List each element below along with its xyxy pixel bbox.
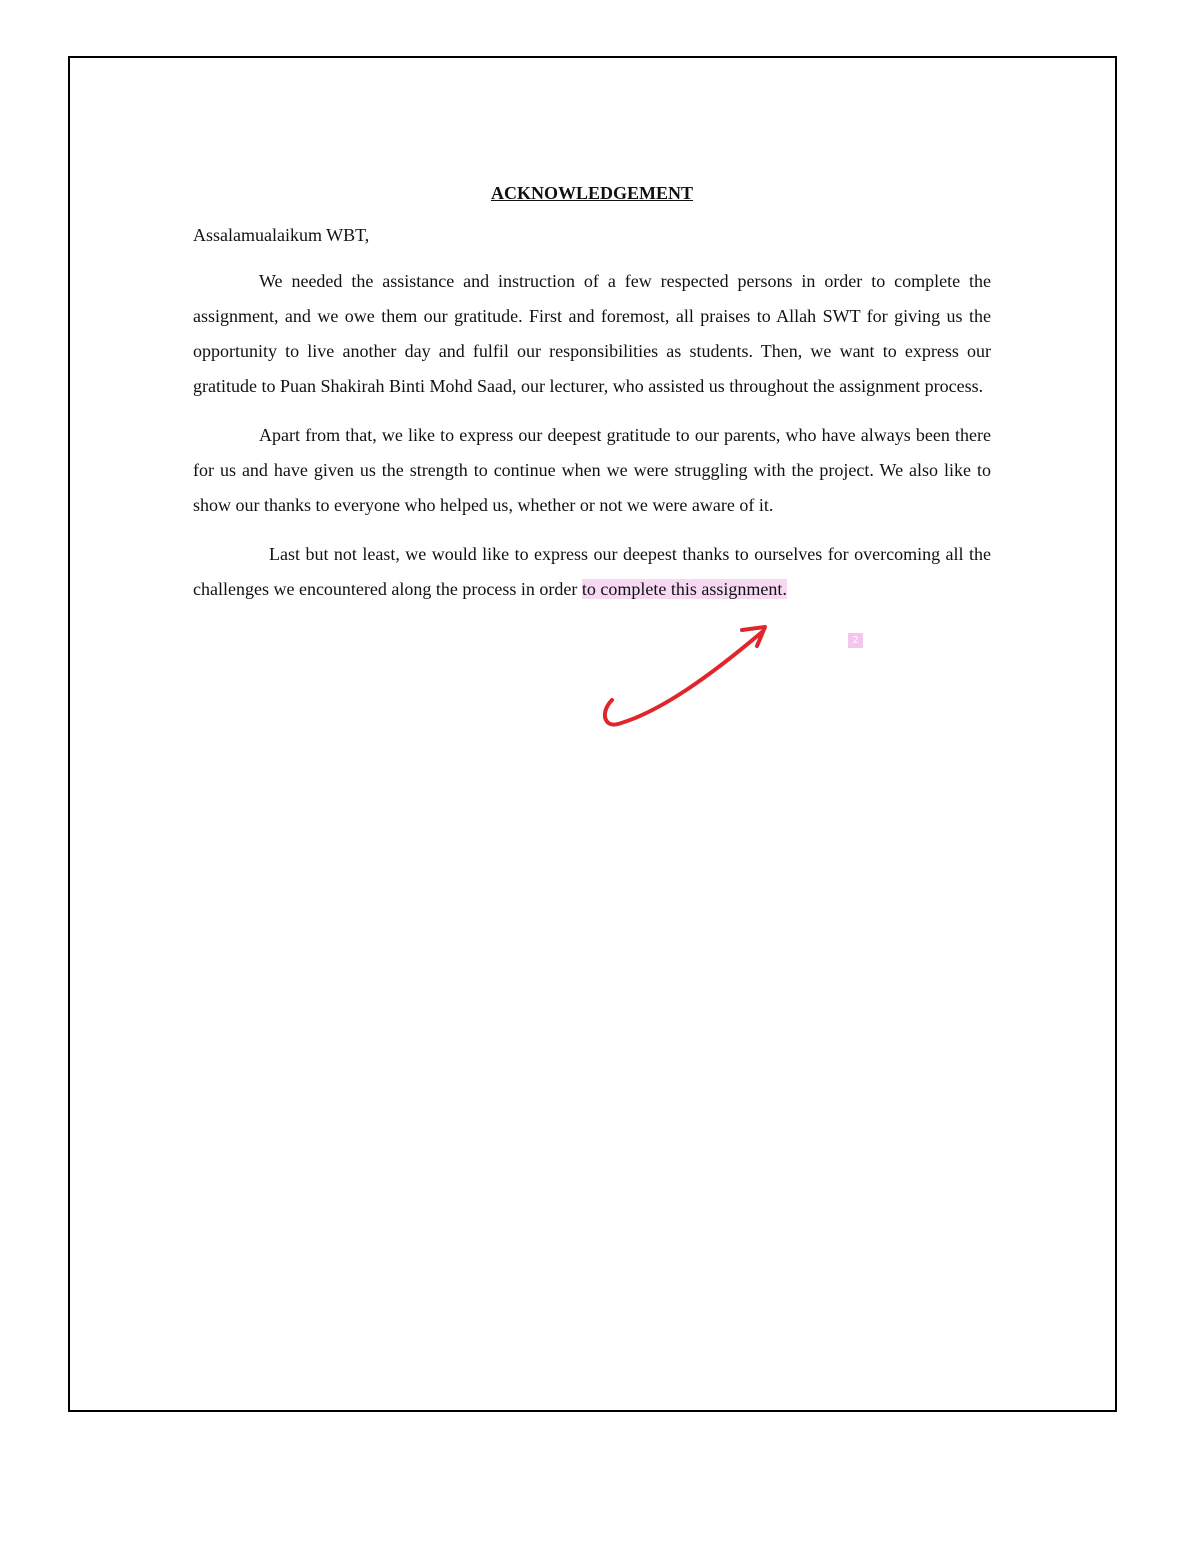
document-title: ACKNOWLEDGEMENT xyxy=(490,183,694,203)
paragraph-3 xyxy=(193,537,991,607)
paragraph-3-text: Last but not least, we would like to express our deepest thanks to ourselves for overcoming all the challenges we encountered along the process in order xyxy=(193,544,991,599)
comment-marker-icon[interactable]: 2 xyxy=(848,633,863,648)
highlighted-text[interactable]: to complete this assignment. xyxy=(581,579,787,599)
paragraph-2: Apart from that, we like to express our deepest gratitude to our parents, who have always been there for us and have given us the strength to continue when we were struggling with the project. We also like to show our thanks to everyone who helped us, whether or not we were aware of it. xyxy=(193,425,991,515)
greeting: Assalamualaikum WBT, xyxy=(193,225,370,245)
paragraph-1: We needed the assistance and instruction of a few respected persons in order to complete the assignment, and we owe them our gratitude. First and foremost, all praises to Allah SWT for giving us the opportunity to live another day and fulfil our responsibilities as students. Then, we want to express our gratitude to Puan Shakirah Binti Mohd Saad, our lecturer, who assisted us throughout the assignment process. xyxy=(193,271,991,396)
document-body xyxy=(193,178,991,621)
